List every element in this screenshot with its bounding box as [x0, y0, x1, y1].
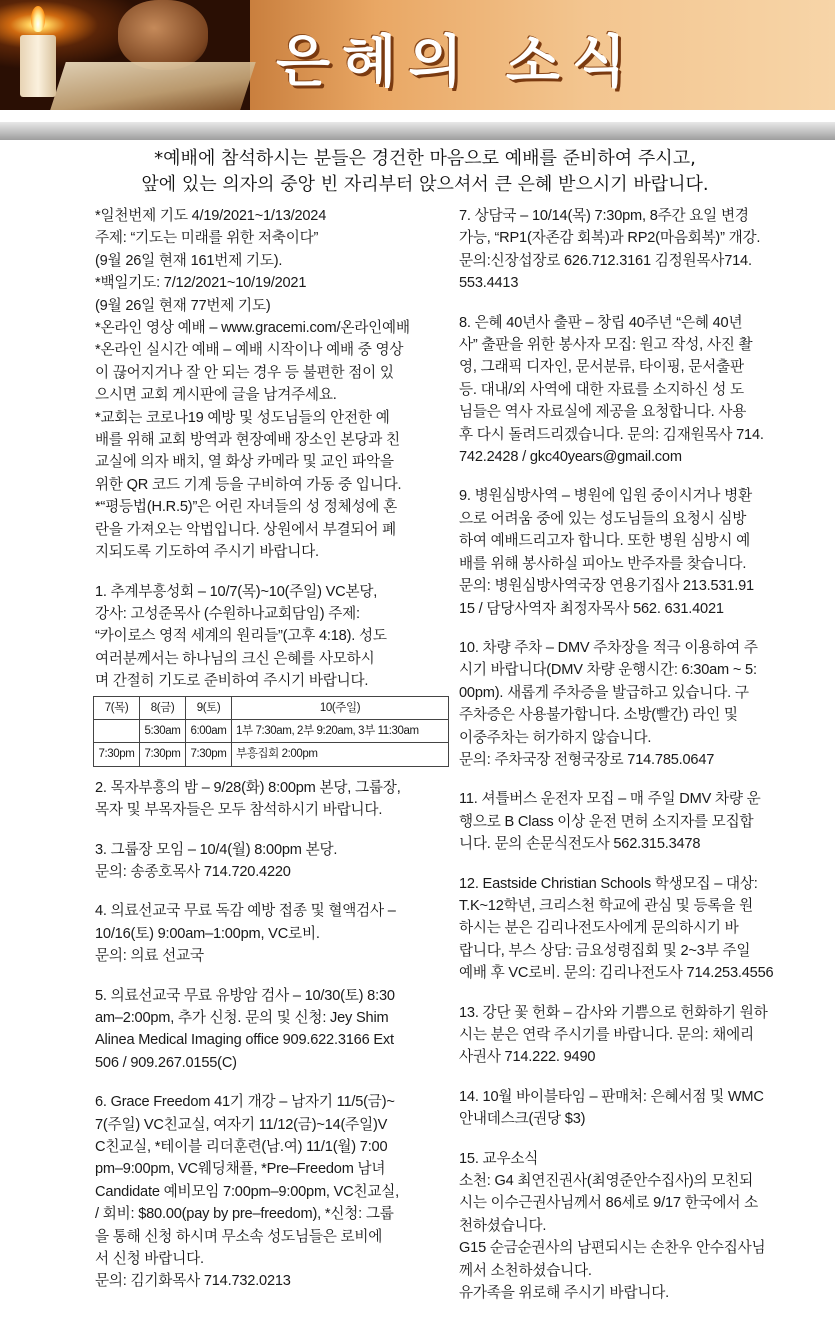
notice-item-2: 2. 목자부흥의 밤 – 9/28(화) 8:00pm 본당, 그룹장, 목자 및 부목자들은 모두 참석하시기 바랍니다.: [95, 779, 401, 819]
notice-item-8: 8. 은혜 40년사 출판 – 창립 40주년 “은혜 40년 사” 출판을 위한 봉사자 모집: 원고 작성, 사진 촬 영, 그래픽 디자인, 문서분류, 타이핑, 문서출판 등. 대내/외 사역에 대한 자료를 소지하신 성 도 님들은 역사 자료실에 제공을 요청합니다. 사용 후 다시 돌려드리겠습니다. 문의: 김재원목사 714. 742.2428 / gkc40years@gmail.com: [459, 314, 764, 466]
right-column: [459, 205, 821, 1304]
notice-item-4: 4. 의료선교국 무료 독감 예방 접종 및 혈액검사 – 10/16(토) 9:00am–1:00pm, VC로비. 문의: 의료 선교국: [95, 903, 396, 965]
notice-item-1: 1. 추계부흥성회 – 10/7(목)~10(주일) VC본당, 강사: 고성준목사 (수원하나교회담임) 주제: “카이로스 영적 세계의 원리들”(고후 4:18). 성도 여러분께서는 하나님의 크신 은혜를 사모하시 며 간절히 기도로 준비하여 주시기 바랍니다.: [95, 583, 387, 690]
schedule-cell: 부흥집회 2:00pm: [232, 743, 449, 766]
header-banner: [0, 0, 835, 110]
schedule-cell: 1부 7:30am, 2부 9:20am, 3부 11:30am: [232, 719, 449, 742]
notice-item-7: 7. 상담국 – 10/14(목) 7:30pm, 8주간 요일 변경 가능, “RP1(자존감 회복)과 RP2(마음회복)” 개강. 문의:신장섭장로 626.712.3161 김정원목사714. 553.4413: [459, 208, 761, 292]
intro-line-2: 앞에 있는 의자의 중앙 빈 자리부터 앉으셔서 큰 은혜 받으시기 바랍니다.: [141, 174, 709, 195]
schedule-cell: 7:30pm: [94, 743, 140, 766]
notice-item-9: 9. 병원심방사역 – 병원에 입원 중이시거나 병환 으로 어려움 중에 있는 성도님들의 요청시 심방 하여 예배드리고자 합니다. 또한 병원 심방시 예 배를 위해 봉사하실 피아노 반주자를 찾습니다. 문의: 병원심방사역국장 연용기집사 213.531.91 15 / 담당사역자 최정자목사 562. 631.4021: [459, 488, 754, 617]
schedule-header: 7(목): [94, 696, 140, 719]
notice-item-3: 3. 그룹장 모임 – 10/4(월) 8:00pm 본당. 문의: 송종호목사 714.720.4220: [95, 841, 338, 880]
intro-line-1: *예배에 참석하시는 분들은 경건한 마음으로 예배를 준비하여 주시고,: [154, 148, 696, 169]
schedule-header: 9(토): [186, 696, 232, 719]
bible-icon: [50, 62, 256, 110]
praying-hands-icon: [118, 0, 208, 70]
notice-item-10: 10. 차량 주차 – DMV 주차장을 적극 이용하여 주 시기 바랍니다(DMV 차량 운행시간: 6:30am ~ 5: 00pm). 새롭게 주차증을 발급하고 있습니다. 구 주차증은 사용불가합니다. 소방(빨간) 라인 및 이중주차는 허가하지 않습니다. 문의: 주차국장 전형국장로 714.785.0647: [459, 639, 758, 768]
notice-item-11: 11. 셔틀버스 운전자 모집 – 매 주일 DMV 차량 운 행으로 B Class 이상 운전 면허 소지자를 모집합 니다. 문의 손문식전도사 562.315.3478: [459, 791, 761, 853]
flame-icon: [31, 6, 45, 32]
notice-item-14: 14. 10월 바이블타임 – 판매처: 은혜서점 및 WMC 안내데스크(권당 $3): [459, 1088, 764, 1128]
schedule-cell: [94, 719, 140, 742]
schedule-cell: 6:00am: [186, 719, 232, 742]
table-row: [94, 696, 449, 719]
notice-item-13: 13. 강단 꽃 헌화 – 감사와 기쁨으로 헌화하기 원하 시는 분은 연락 주시기를 바랍니다. 문의: 채에리 사권사 714.222. 9490: [459, 1004, 768, 1066]
table-row: [94, 743, 449, 766]
schedule-header: 8(금): [140, 696, 186, 719]
notice-item-6: 6. Grace Freedom 41기 개강 – 남자기 11/5(금)~ 7(주일) VC친교실, 여자기 11/12(금)~14(주일)V C친교실, *테이블 리더훈련(남.여) 11/1(월) 7:00 pm–9:00pm, VC웨딩채플, *Pre–Freedom 남녀 Candidate 예비모임 7:00pm–9:00pm, VC친교실, / 회비: $80.00(pay by pre–freedom), *신청: 그룹 을 통해 신청 하시며 무소속 성도님들은 로비에 서 신청 바랍니다. 문의: 김기화목사 714.732.0213: [95, 1094, 400, 1290]
schedule-cell: 5:30am: [140, 719, 186, 742]
candle-icon: [20, 35, 56, 97]
divider-bar: [0, 122, 835, 140]
candle-bible-photo: [0, 0, 250, 110]
worship-intro: [60, 146, 790, 198]
left-column: [95, 205, 457, 1293]
page-title: 은혜의 소식: [276, 29, 638, 95]
prayer-notices: *일천번제 기도 4/19/2021~1/13/2024 주제: “기도는 미래를 위한 저축이다” (9월 26일 현재 161번제 기도). *백일기도: 7/12/2021~10/19/2021 (9월 26일 현재 77번제 기도) *온라인 영상 예배 – www.gracemi.com/온라인예배 *온라인 실시간 예배 – 예배 시작이나 예배 중 영상 이 끊어지거나 잘 안 되는 경우 등 불편한 점이 있 으시면 교회 게시판에 글을 남겨주세요. *교회는 코로나19 예방 및 성도님들의 안전한 예 배를 위해 교회 방역과 현장예배 장소인 본당과 친 교실에 의자 배치, 열 화상 카메라 및 교인 파악을 위한 QR 코드 기계 등을 구비하여 가동 중 입니다. *“평등법(H.R.5)”은 어린 자녀들의 성 정체성에 혼 란을 가져오는 악법입니다. 상원에서 부결되어 폐 지되도록 기도하여 주시기 바랍니다.: [95, 208, 410, 561]
revival-schedule-table: [93, 696, 449, 767]
schedule-header: 10(주일): [232, 696, 449, 719]
schedule-cell: 7:30pm: [186, 743, 232, 766]
notice-item-12: 12. Eastside Christian Schools 학생모집 – 대상: T.K~12학년, 크리스천 학교에 관심 및 등록을 원 하시는 분은 김리나전도사에게 문의하시기 바 랍니다, 부스 상담: 금요성령집회 및 2~3부 주일 예배 후 VC로비. 문의: 김리나전도사 714.253.4556: [459, 875, 774, 982]
table-row: [94, 719, 449, 742]
schedule-cell: 7:30pm: [140, 743, 186, 766]
notice-item-5: 5. 의료선교국 무료 유방암 검사 – 10/30(토) 8:30 am–2:00pm, 추가 신청. 문의 및 신청: Jey Shim Alinea Medical Imaging office 909.622.3166 Ext 506 / 909.267.0155(C): [95, 987, 395, 1071]
notice-item-15: 15. 교우소식 소천: G4 최연진권사(최영준안수집사)의 모친되 시는 이수근권사님께서 86세로 9/17 한국에서 소 천하셨습니다. G15 순금순권사의 남편되시는 손찬우 안수집사님 께서 소천하셨습니다. 유가족을 위로해 주시기 바랍니다.: [459, 1150, 766, 1302]
